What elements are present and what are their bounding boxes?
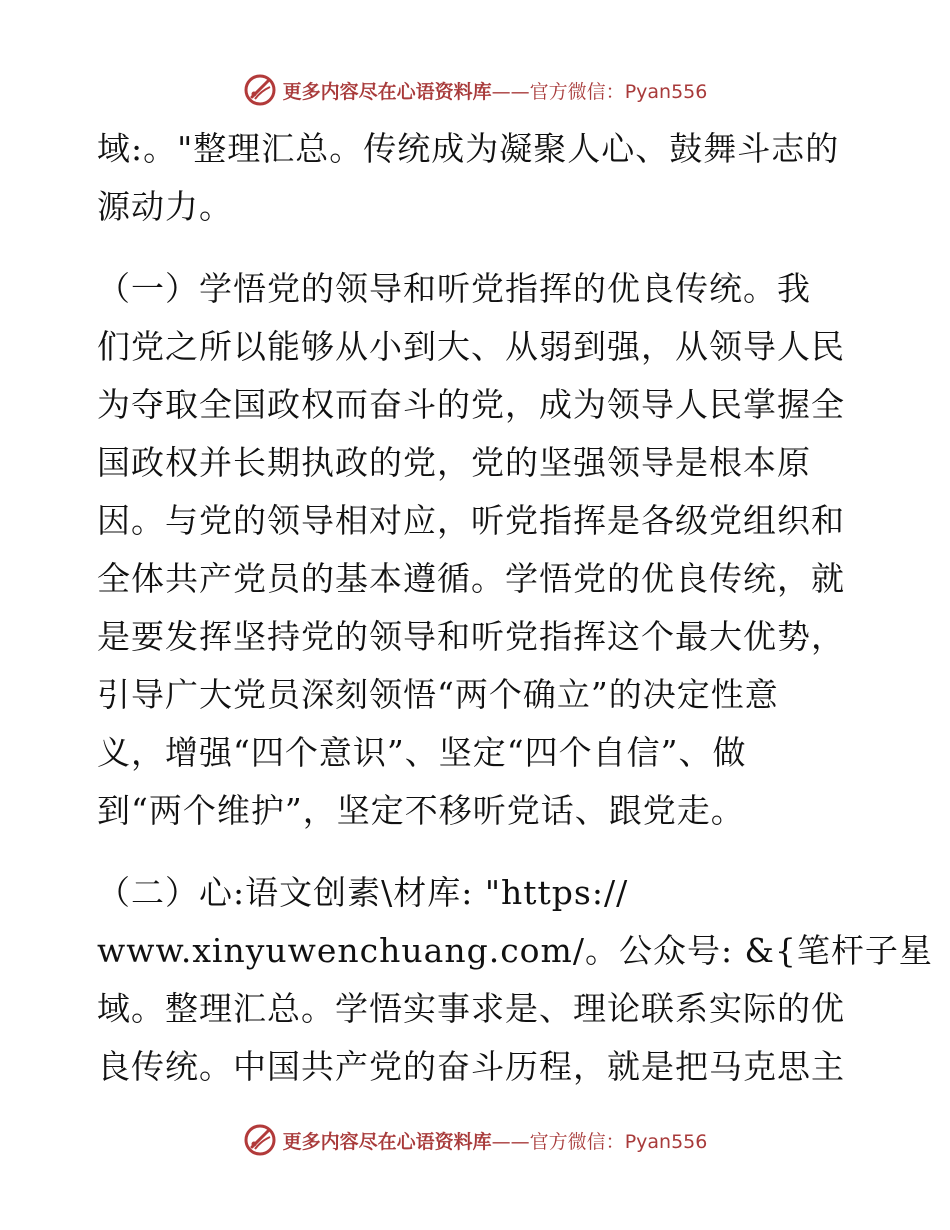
text-line: 因。与党的领导相对应，听党指挥是各级党组织和: [97, 501, 845, 540]
paragraph-1: [97, 120, 857, 236]
paragraph-3: [97, 864, 933, 1096]
document-body: [97, 120, 933, 1096]
paragraph-gap: [97, 236, 857, 260]
banner-brand: 更多内容尽在心语资料库: [282, 1130, 492, 1153]
banner-official-label: 官方微信：: [529, 80, 625, 103]
footer-banner: [0, 1120, 950, 1160]
text-line: （一）学悟党的领导和听党指挥的优良传统。我: [97, 269, 811, 308]
brand-logo-icon: [243, 73, 277, 107]
text-line: 义，增强“四个意识”、坚定“四个自信”、做: [97, 733, 747, 772]
text-line: 引导广大党员深刻领悟“两个确立”的决定性意: [97, 675, 779, 714]
text-line: 域。整理汇总。学悟实事求是、理论联系实际的优: [97, 989, 845, 1028]
banner-wechat-id: Pyan556: [624, 80, 708, 103]
banner-text: [283, 77, 708, 104]
text-line: 良传统。中国共产党的奋斗历程，就是把马克思主: [97, 1047, 845, 1086]
brand-logo-icon: [243, 1123, 277, 1157]
paragraph-gap: [97, 840, 857, 864]
text-line: 为夺取全国政权而奋斗的党，成为领导人民掌握全: [97, 385, 845, 424]
text-line: 源动力。: [97, 187, 233, 226]
text-line: 到“两个维护”，坚定不移听党话、跟党走。: [97, 791, 745, 830]
banner-wechat-id: Pyan556: [624, 1130, 708, 1153]
text-line: 国政权并长期执政的党，党的坚强领导是根本原: [97, 443, 811, 482]
banner-dash: ——: [491, 80, 530, 103]
footer-banner-inner: [243, 1123, 708, 1157]
paragraph-2: [97, 260, 857, 840]
banner-official-label: 官方微信：: [529, 1130, 625, 1153]
text-line: www.xinyuwenchuang.com/。公众号: &{笔杆子星: [97, 931, 933, 970]
banner-dash: ——: [491, 1130, 530, 1153]
text-line: 域:。"整理汇总。传统成为凝聚人心、鼓舞斗志的: [97, 129, 840, 168]
header-banner-inner: [243, 73, 708, 107]
header-banner: [0, 70, 950, 110]
banner-brand: 更多内容尽在心语资料库: [282, 80, 492, 103]
banner-text: [283, 1127, 708, 1154]
text-line: 全体共产党员的基本遵循。学悟党的优良传统，就: [97, 559, 845, 598]
text-line: 是要发挥坚持党的领导和听党指挥这个最大优势，: [97, 617, 845, 656]
text-line: 们党之所以能够从小到大、从弱到强，从领导人民: [97, 327, 845, 366]
text-line: （二）心:语文创素\材库: "https://: [97, 873, 629, 912]
